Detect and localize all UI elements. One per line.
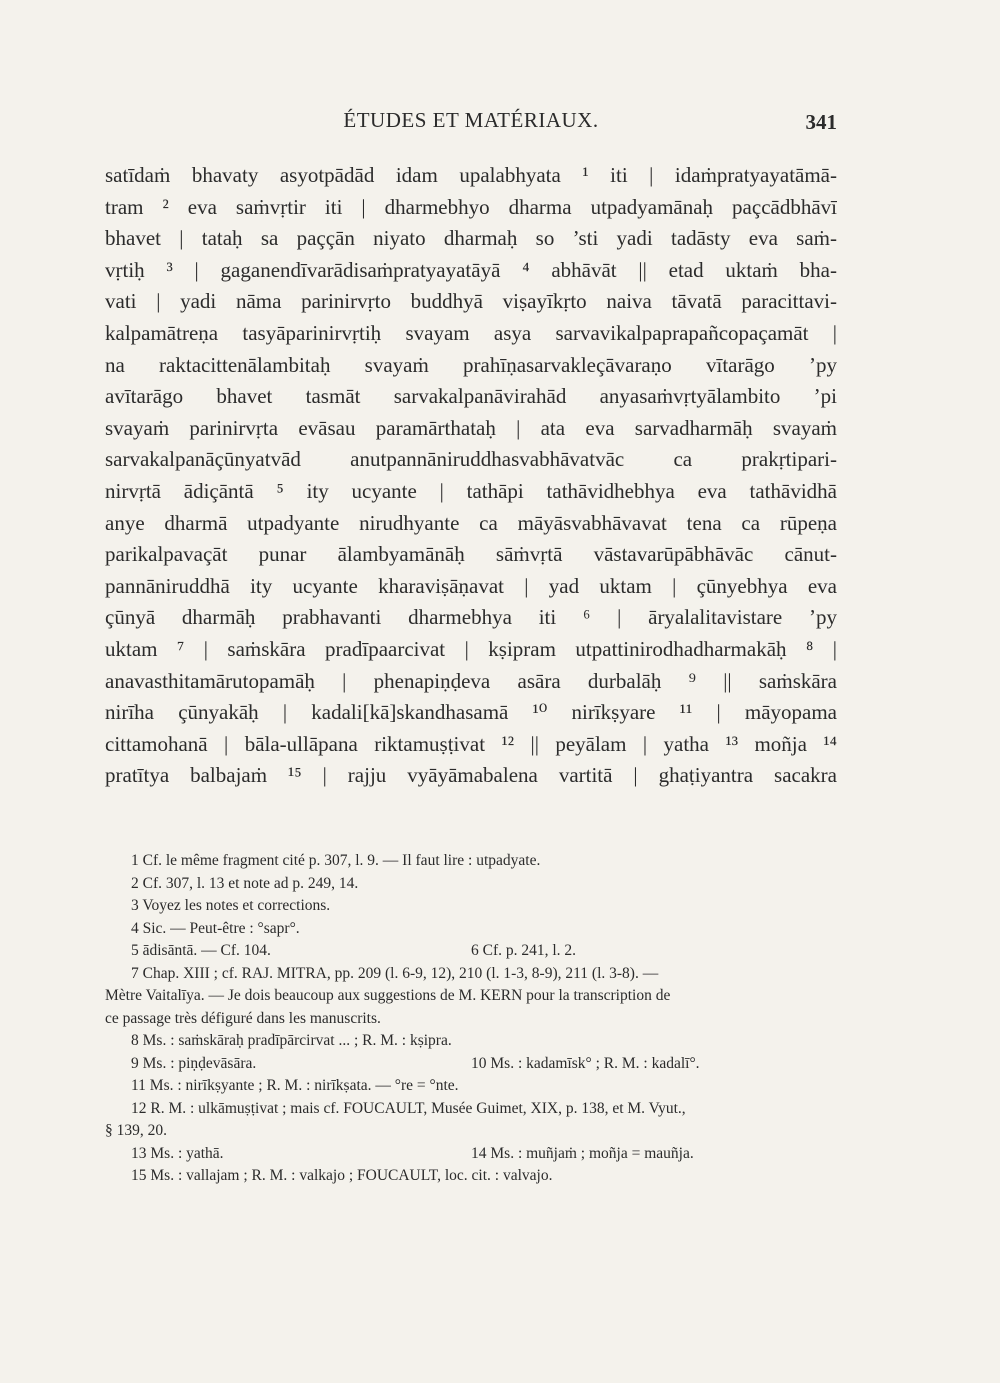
footnote-10: 10 Ms. : kadamīsk° ; R. M. : kadalī°. [471,1054,700,1072]
footnote-12-continued: § 139, 20. [105,1122,167,1139]
footnote-8: 8 Ms. : saṁskāraḥ pradīpārcirvat ... ; R. M. : kṣipra. [131,1032,452,1049]
footnote-15: 15 Ms. : vallajam ; R. M. : valkajo ; FOUCAULT, loc. cit. : valvajo. [131,1167,553,1184]
footnote-3: 3 Voyez les notes et corrections. [131,897,331,914]
text-line: nirvṛtā ādiçāntā ⁵ ity ucyante | tathāpi tathāvidhebhya eva tathāvidhā [105,478,837,503]
footnote-7-end: ce passage très défiguré dans les manuscrits. [105,1009,381,1027]
footnote-2: 2 Cf. 307, l. 13 et note ad p. 249, 14. [131,874,359,892]
running-head: ÉTUDES ET MATÉRIAUX. [343,108,599,132]
text-line: tram ² eva saṁvṛtir iti | dharmebhyo dharma utpadyamānaḥ paçcādbhāvī [105,194,837,219]
page-header [105,108,837,138]
main-text [105,160,837,792]
footnote-row-5-6 [105,940,837,963]
text-line: pannāniruddhā ity ucyante kharaviṣāṇavat | yad uktam | çūnyebhya eva [105,573,837,598]
footnote-1: 1 Cf. le même fragment cité p. 307, l. 9. — Il faut lire : utpadyate. [131,852,541,869]
text-line: çūnyā dharmāḥ prabhavanti dharmebhya iti ⁶ | āryalalitavistare ’py [105,605,837,630]
text-line: na raktacittenālambitaḥ svayaṁ prahīṇasarvakleçāvaraṇo vītarāgo ’py [105,352,837,377]
footnote-11: 11 Ms. : nirīkṣyante ; R. M. : nirīkṣata. — °re = °nte. [131,1077,459,1094]
footnote-6: 6 Cf. p. 241, l. 2. [471,942,577,959]
footnote-13: 13 Ms. : yathā. [131,1144,224,1162]
text-line: anavasthitamārutopamāḥ | phenapiṇḍeva asāra durbalāḥ ⁹ || saṁskāra [105,668,837,693]
text-line: vṛtiḥ ³ | gaganendīvarādisaṁpratyayatāyā ⁴ abhāvāt || etad uktaṁ bha- [105,257,837,282]
page-number: 341 [805,110,837,134]
text-line: kalpamātreṇa tasyāparinirvṛtiḥ svayam asya sarvavikalpaprapañcopaçamāt | [105,320,837,345]
footnote-5: 5 ādisāntā. — Cf. 104. [131,942,271,959]
footnote-9: 9 Ms. : piṇḍevāsāra. [131,1054,257,1072]
footnote-row-9-10 [105,1053,837,1076]
footnote-4: 4 Sic. — Peut-être : °sapr°. [131,919,300,937]
text-line: pratītya balbajaṁ ¹⁵ | rajju vyāyāmabalena vartitā | ghaṭiyantra sacakra [105,763,837,788]
text-line: parikalpavaçāt punar ālambyamānāḥ sāṁvṛtā vāstavarūpābhāvāc cānut- [105,542,837,567]
text-line: bhavet | tataḥ sa paççān niyato dharmaḥ so ’sti yadi tadāsty eva saṁ- [105,226,837,251]
footnote-14: 14 Ms. : muñjaṁ ; moñja = mauñja. [471,1144,694,1162]
footnote-12: 12 R. M. : ulkāmuṣṭivat ; mais cf. FOUCAULT, Musée Guimet, XIX, p. 138, et M. Vyut., [131,1099,686,1117]
footnote-row-13-14 [105,1143,837,1166]
text-line: svayaṁ parinirvṛta evāsau paramārthataḥ | ata eva sarvadharmāḥ svayaṁ [105,415,837,440]
text-line: satīdaṁ bhavaty asyotpādād idam upalabhyata ¹ iti | idaṁpratyayatāmā- [105,163,837,187]
text-line: anye dharmā utpadyante nirudhyante ca māyāsvabhāvavat tena ca rūpeṇa [105,510,837,535]
text-line: cittamohanā | bāla-ullāpana riktamuṣṭivat ¹² || peyālam | yatha ¹³ moñja ¹⁴ [105,731,837,756]
footnote-7-continued: Mètre Vaitalīya. — Je dois beaucoup aux suggestions de M. KERN pour la transcription de [105,987,671,1004]
footnotes [105,850,837,1188]
text-line: sarvakalpanāçūnyatvād anutpannāniruddhasvabhāvatvāc ca prakṛtipari- [105,447,837,472]
footnote-7: 7 Chap. XIII ; cf. RAJ. MITRA, pp. 209 (l. 6-9, 12), 210 (l. 1-3, 8-9), 211 (l. 3-8). — [131,964,659,982]
text-line: avītarāgo bhavet tasmāt sarvakalpanāvirahād anyasaṁvṛtyālambito ’pi [105,384,837,409]
text-line: nirīha çūnyakāḥ | kadali[kā]skandhasamā ¹⁰ nirīkṣyare ¹¹ | māyopama [105,700,837,725]
text-line: uktam ⁷ | saṁskāra pradīpaarcivat | kṣipram utpattinirodhadharmakāḥ ⁸ | [105,636,837,661]
text-line: vati | yadi nāma parinirvṛto buddhyā viṣayīkṛto naiva tāvatā paracittavi- [105,289,837,314]
